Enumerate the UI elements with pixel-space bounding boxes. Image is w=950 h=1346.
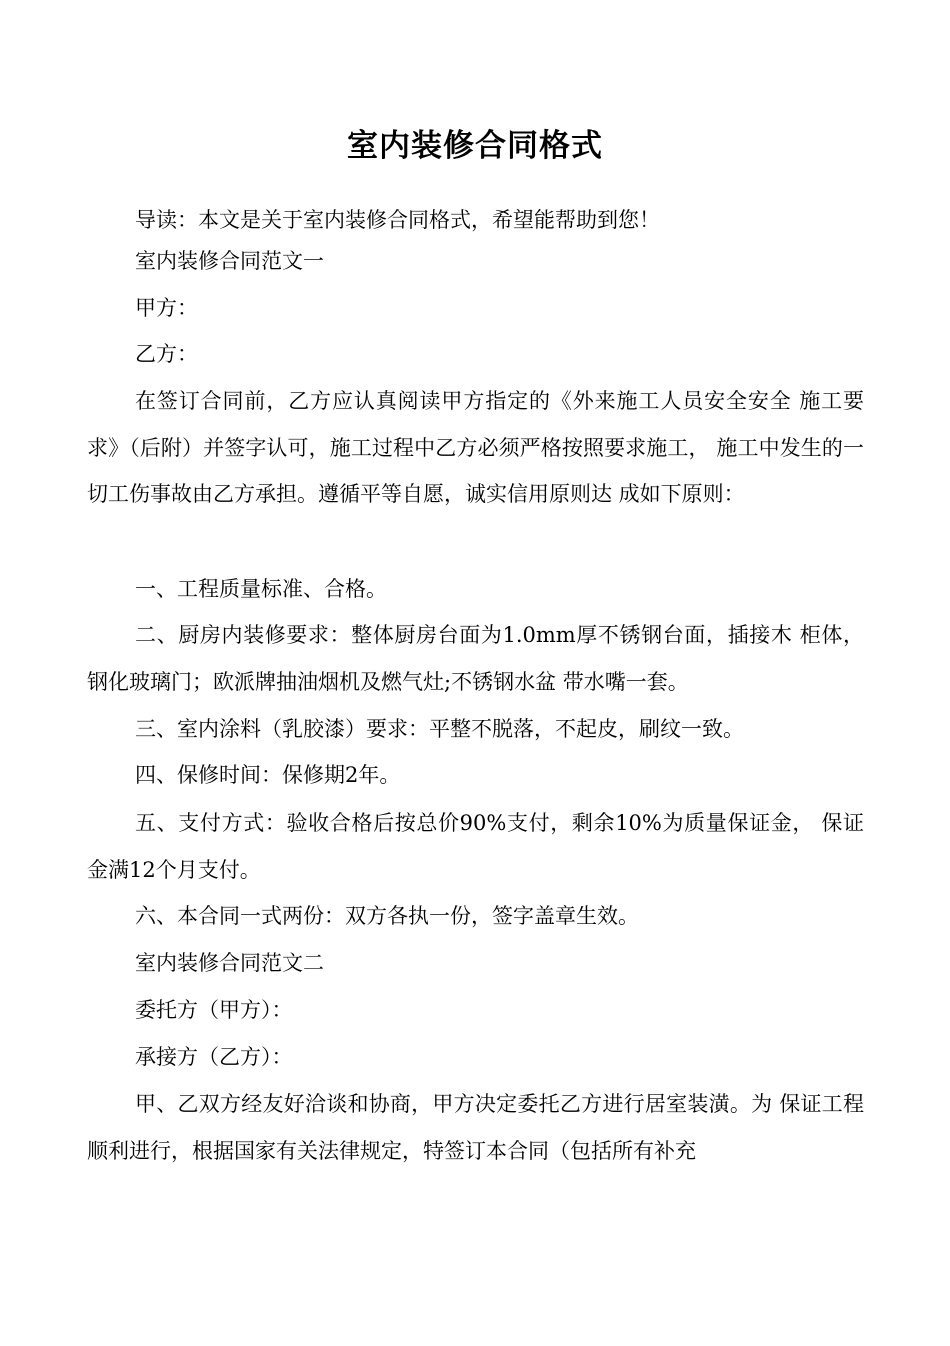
clause-three: 三、室内涂料（乳胶漆）要求：平整不脱落，不起皮，刷纹一致。 bbox=[135, 717, 744, 741]
contractor-party-line: 承接方（乙方）： bbox=[135, 1045, 293, 1069]
agreement-paragraph: 甲、乙双方经友好洽谈和协商，甲方决定委托乙方进行居室装潢。为 保证工程顺利进行，根据国家有关法律规定，特签订本合同（包括所有补充 bbox=[87, 1092, 864, 1163]
party-a-line: 甲方： bbox=[135, 296, 198, 320]
section-heading-sample-one: 室内装修合同范文一 bbox=[135, 249, 324, 273]
clause-one: 一、工程质量标准、合格。 bbox=[135, 577, 387, 601]
clause-six: 六、本合同一式两份：双方各执一份，签字盖章生效。 bbox=[135, 904, 639, 928]
party-b-line: 乙方： bbox=[135, 342, 198, 366]
section-heading-sample-two: 室内装修合同范文二 bbox=[135, 951, 324, 975]
clause-five: 五、支付方式：验收合格后按总价90%支付，剩余10%为质量保证金， 保证金满12个月支付。 bbox=[87, 811, 864, 882]
intro-paragraph: 导读：本文是关于室内装修合同格式，希望能帮助到您！ bbox=[135, 208, 660, 232]
client-party-line: 委托方（甲方）： bbox=[135, 998, 293, 1022]
clause-four: 四、保修时间：保修期2年。 bbox=[135, 763, 401, 787]
clause-two: 二、厨房内装修要求：整体厨房台面为1.0mm厚不锈钢台面，插接木 柜体，钢化玻璃门；欧派牌抽油烟机及燃气灶;不锈钢水盆 带水嘴一套。 bbox=[87, 623, 864, 694]
document-title: 室内装修合同格式 bbox=[347, 128, 603, 164]
preamble-paragraph: 在签订合同前，乙方应认真阅读甲方指定的《外来施工人员安全安全 施工要求》（后附）并签字认可，施工过程中乙方必须严格按照要求施工， 施工中发生的一切工伤事故由乙方承担。遵循平等自愿，诚实信用原则达 成如下原则： bbox=[87, 389, 864, 506]
